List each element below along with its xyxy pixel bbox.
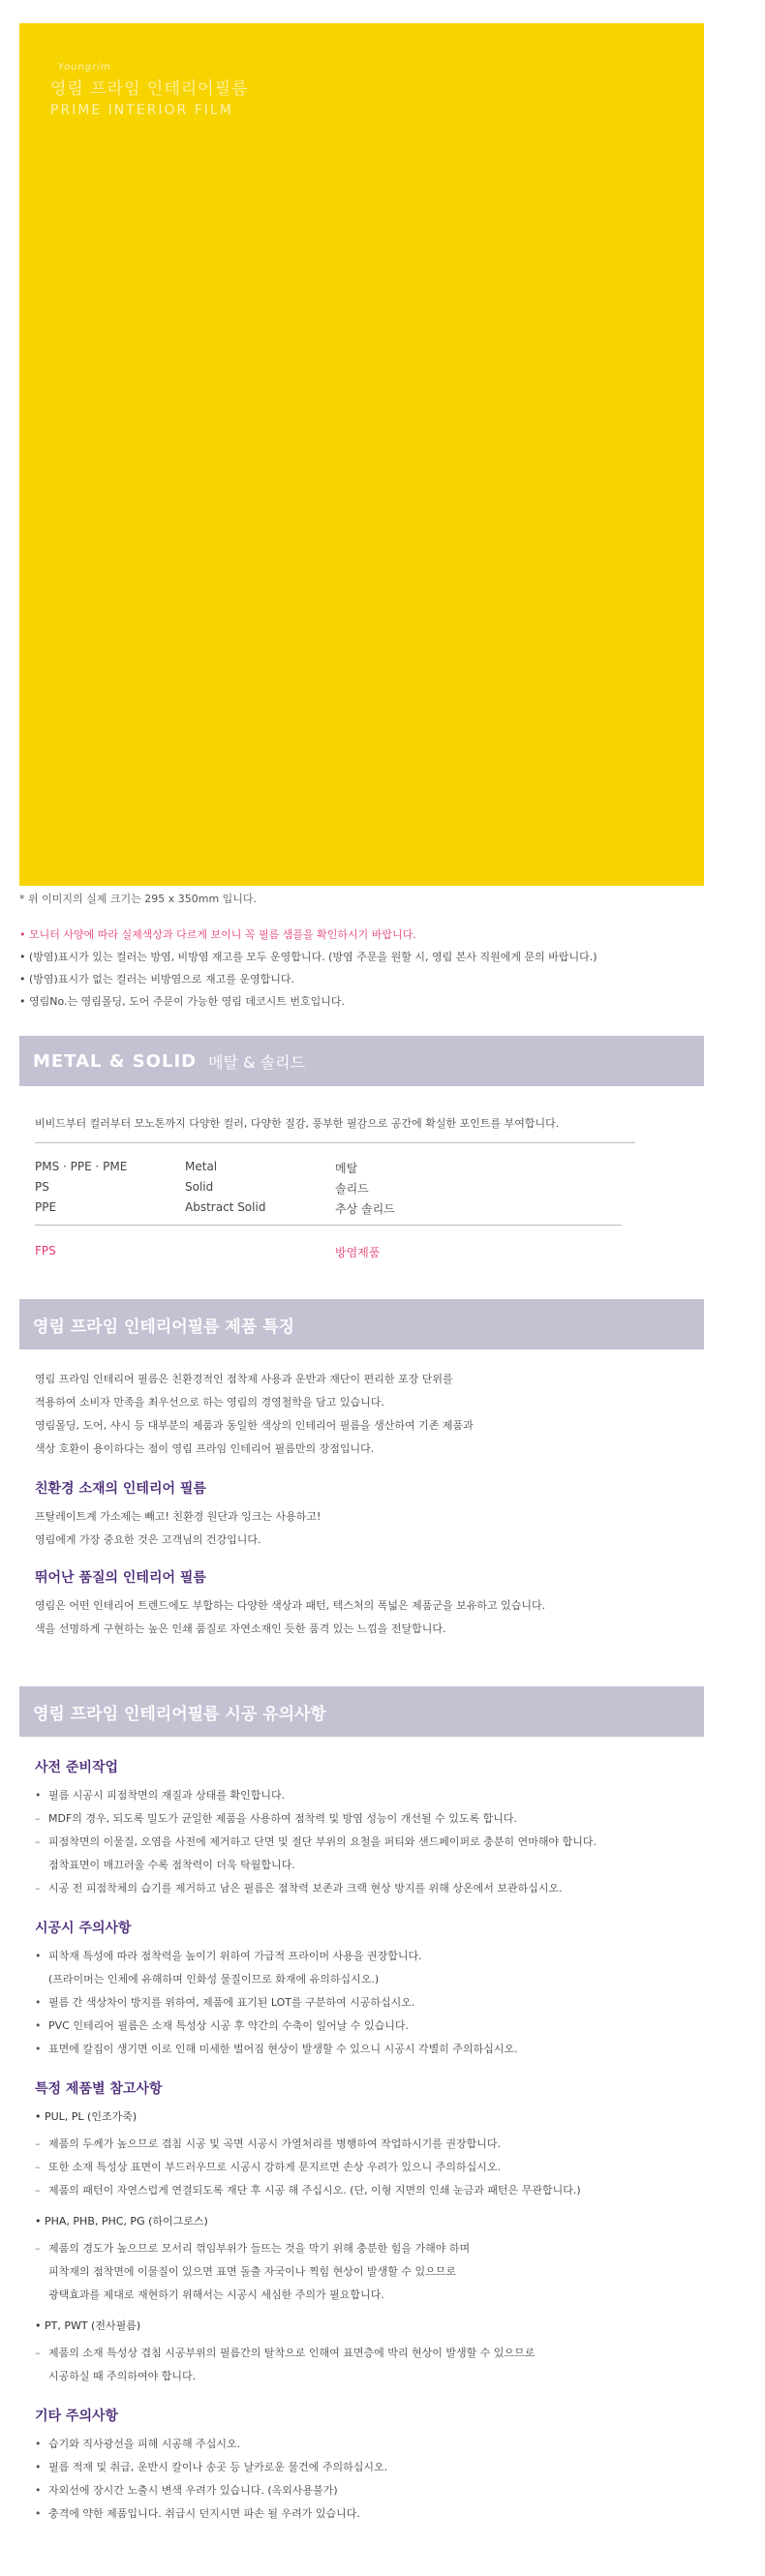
metal-solid-header	[19, 1036, 704, 1086]
cautions-body	[35, 1757, 693, 2526]
brand-title-english: PRIME INTERIOR FILM	[50, 103, 233, 118]
list-item: – MDF의 경우, 되도록 밀도가 균일한 제품을 사용하여 점착력 및 방염 성능이 개선될 수 있도록 합니다.	[35, 1807, 693, 1831]
fps-label: 방염제품	[335, 1246, 381, 1259]
etc-title: 기타 주의사항	[35, 2409, 119, 2424]
product-code-table	[35, 1160, 616, 1221]
type-ko-cell: 솔리드	[335, 1182, 369, 1196]
note-item: • 모니터 사양에 따라 실제색상과 다르게 보이니 꼭 필름 샘플을 확인하시기 바랍니다.	[19, 928, 416, 941]
product-group-head: • PHA, PHB, PHC, PG (하이그로스)	[35, 2215, 208, 2227]
table-row-fps	[35, 1244, 616, 1264]
product-group-head: • PT, PWT (전사필름)	[35, 2319, 141, 2332]
list-item: • 자외선에 장시간 노출시 변색 우려가 있습니다. (옥외사용불가)	[35, 2479, 693, 2502]
list-item: 점착표면이 매끄러울 수록 점착력이 더욱 탁월합니다.	[48, 1859, 295, 1871]
code-cell: PS	[35, 1180, 49, 1194]
list-item: • 필름 간 색상차이 방지를 위하여, 제품에 표기된 LOT를 구분하여 시공하십시오.	[35, 1991, 693, 2015]
brand-title-korean: 영림 프라임 인테리어필름	[50, 79, 249, 99]
list-item: • 충격에 약한 제품입니다. 취급시 던지시면 파손 될 우려가 있습니다.	[35, 2502, 693, 2526]
eco-text: 프탈레이트계 가소제는 빼고! 친환경 원단과 잉크는 사용하고!	[35, 1510, 321, 1523]
work-list	[35, 1945, 693, 2061]
note-item: • (방염)표시가 없는 컬러는 비방염으로 재고를 운영합니다.	[19, 973, 294, 985]
divider	[35, 1142, 635, 1143]
note-item: • 영림No.는 영림몰딩, 도어 주문이 가능한 영림 데코시트 번호입니다.	[19, 995, 345, 1008]
prep-list	[35, 1784, 693, 1900]
features-intro-line: 적용하여 소비자 만족을 최우선으로 하는 영림의 경영철학을 담고 있습니다.	[35, 1396, 384, 1409]
list-item: – 제품의 두께가 높으므로 겹침 시공 및 곡면 시공시 가열처리를 병행하여 작업하시기를 권장합니다.	[35, 2133, 693, 2156]
quality-text: 색을 선명하게 구현하는 높은 인쇄 품질로 자연소재인 듯한 품격 있는 느낌을 전달합니다.	[35, 1622, 446, 1635]
metal-intro: 비비드부터 컬러부터 모노톤까지 다양한 컬러, 다양한 질감, 풍부한 필감으로 공간에 확실한 포인트를 부여합니다.	[35, 1117, 560, 1130]
product-notes-title: 특정 제품별 참고사항	[35, 2081, 163, 2097]
product-group-list	[35, 2237, 693, 2307]
list-item: (프라이머는 인체에 유해하며 인화성 물질이므로 화재에 유의하십시오.)	[48, 1973, 380, 1985]
type-en-cell: Abstract Solid	[185, 1200, 266, 1214]
sample-size-caption: * 위 이미지의 실제 크기는 295 x 350mm 입니다.	[19, 893, 258, 905]
list-item: – 제품의 소재 특성상 겹침 시공부위의 필름간의 탈착으로 인해여 표면층에 박리 현상이 발생할 수 있으므로	[35, 2342, 693, 2365]
type-en-cell: Metal	[185, 1160, 218, 1173]
cautions-header	[19, 1686, 704, 1737]
list-item: – 제품의 경도가 높으므로 모서리 꺾임부위가 들뜨는 것을 막기 위해 충분한 힘을 가해야 하며	[35, 2237, 693, 2260]
list-item: • 습기와 직사광선을 피해 시공해 주십시오.	[35, 2433, 693, 2456]
list-item: 피착재의 점착면에 이물질이 있으면 표면 돌출 자국이나 찍힘 현상이 발생할 수 있으므로	[48, 2265, 456, 2278]
quality-title: 뛰어난 품질의 인테리어 필름	[35, 1570, 206, 1586]
product-group-list	[35, 2133, 693, 2202]
list-item: • PVC 인테리어 필름은 소재 특성상 시공 후 약간의 수축이 일어날 수 있습니다.	[35, 2015, 693, 2038]
product-group-list	[35, 2342, 693, 2388]
features-intro-line: 영림몰딩, 도어, 샤시 등 대부분의 제품과 동일한 색상의 인테리어 필름을 생산하여 기존 제품과	[35, 1419, 474, 1432]
list-item: – 피점착면의 이물질, 오염을 사전에 제거하고 단면 및 절단 부위의 요철을 퍼티와 샌드페이퍼로 충분히 연마해야 합니다.	[35, 1831, 693, 1854]
color-sample-image	[19, 23, 704, 886]
quality-text: 영림은 어떤 인테리어 트렌드에도 부합하는 다양한 색상과 패턴, 텍스처의 폭넓은 제품군을 보유하고 있습니다.	[35, 1599, 546, 1612]
product-group-head: • PUL, PL (인조가죽)	[35, 2110, 138, 2123]
metal-title-ko: 메탈 & 솔리드	[208, 1052, 306, 1072]
eco-text: 영림에게 가장 중요한 것은 고객님의 건강입니다.	[35, 1533, 261, 1546]
divider	[35, 1225, 622, 1226]
list-item: 광택효과를 제대로 재현하기 위해서는 시공시 세심한 주의가 필요합니다.	[48, 2288, 384, 2301]
code-cell: PPE	[35, 1200, 57, 1214]
features-body	[35, 1368, 693, 1641]
cautions-title: 영림 프라임 인테리어필름 시공 유의사항	[33, 1704, 326, 1724]
code-cell: PMS · PPE · PME	[35, 1160, 128, 1173]
eco-title: 친환경 소재의 인테리어 필름	[35, 1481, 206, 1497]
features-intro-line: 색상 호환이 용이하다는 점이 영림 프라임 인테리어 필름만의 장점입니다.	[35, 1442, 375, 1455]
features-header	[19, 1299, 704, 1349]
note-item: • (방염)표시가 있는 컬러는 방염, 비방염 재고를 모두 운영합니다. (방염 주문을 원할 시, 영림 본사 직원에게 문의 바랍니다.)	[19, 951, 597, 963]
table-row	[35, 1200, 616, 1221]
list-item: – 시공 전 피점착체의 습기를 제거하고 남은 필름은 점착력 보존과 크랙 현상 방지를 위해 상온에서 보관하십시오.	[35, 1877, 693, 1900]
list-item: • 표면에 칼집이 생기면 이로 인해 미세한 벌어짐 현상이 발생할 수 있으니 시공시 각별히 주의하십시오.	[35, 2038, 693, 2061]
fps-code: FPS	[35, 1244, 56, 1258]
list-item: – 제품의 패턴이 자연스럽게 연결되도록 재단 후 시공 해 주십시오. (단, 이형 지면의 인쇄 눈금과 패턴은 무관합니다.)	[35, 2179, 693, 2202]
etc-list	[35, 2433, 693, 2526]
list-item: • 피착재 특성에 따라 점착력을 높이기 위하여 가급적 프라이머 사용을 권장합니다.	[35, 1945, 693, 1968]
features-title: 영림 프라임 인테리어필름 제품 특징	[33, 1317, 295, 1337]
list-item: • 필름 적재 및 취급, 운반시 칼이나 송곳 등 날카로운 물건에 주의하십시오.	[35, 2456, 693, 2479]
table-row	[35, 1160, 616, 1180]
list-item: – 또한 소재 특성상 표면이 부드러우므로 시공시 강하게 문지르면 손상 우려가 있으니 주의하십시오.	[35, 2156, 693, 2179]
type-en-cell: Solid	[185, 1180, 214, 1194]
features-intro-line: 영림 프라임 인테리어 필름은 친환경적인 점착제 사용과 운반과 재단이 편리한 포장 단위를	[35, 1373, 453, 1385]
work-title: 시공시 주의사항	[35, 1921, 132, 1936]
type-ko-cell: 추상 솔리드	[335, 1202, 395, 1216]
list-item: • 필름 시공시 피점착면의 재질과 상태를 확인합니다.	[35, 1784, 693, 1807]
notes-list	[19, 927, 717, 1016]
list-item: 시공하실 때 주의하여야 합니다.	[48, 2370, 197, 2382]
brand-mark	[50, 62, 248, 118]
brand-logo: Youngrim	[58, 62, 111, 73]
prep-title: 사전 준비작업	[35, 1760, 119, 1775]
fps-row-wrap	[35, 1244, 616, 1264]
table-row	[35, 1180, 616, 1200]
metal-title-en: METAL & SOLID	[33, 1050, 198, 1072]
type-ko-cell: 메탈	[335, 1162, 358, 1175]
